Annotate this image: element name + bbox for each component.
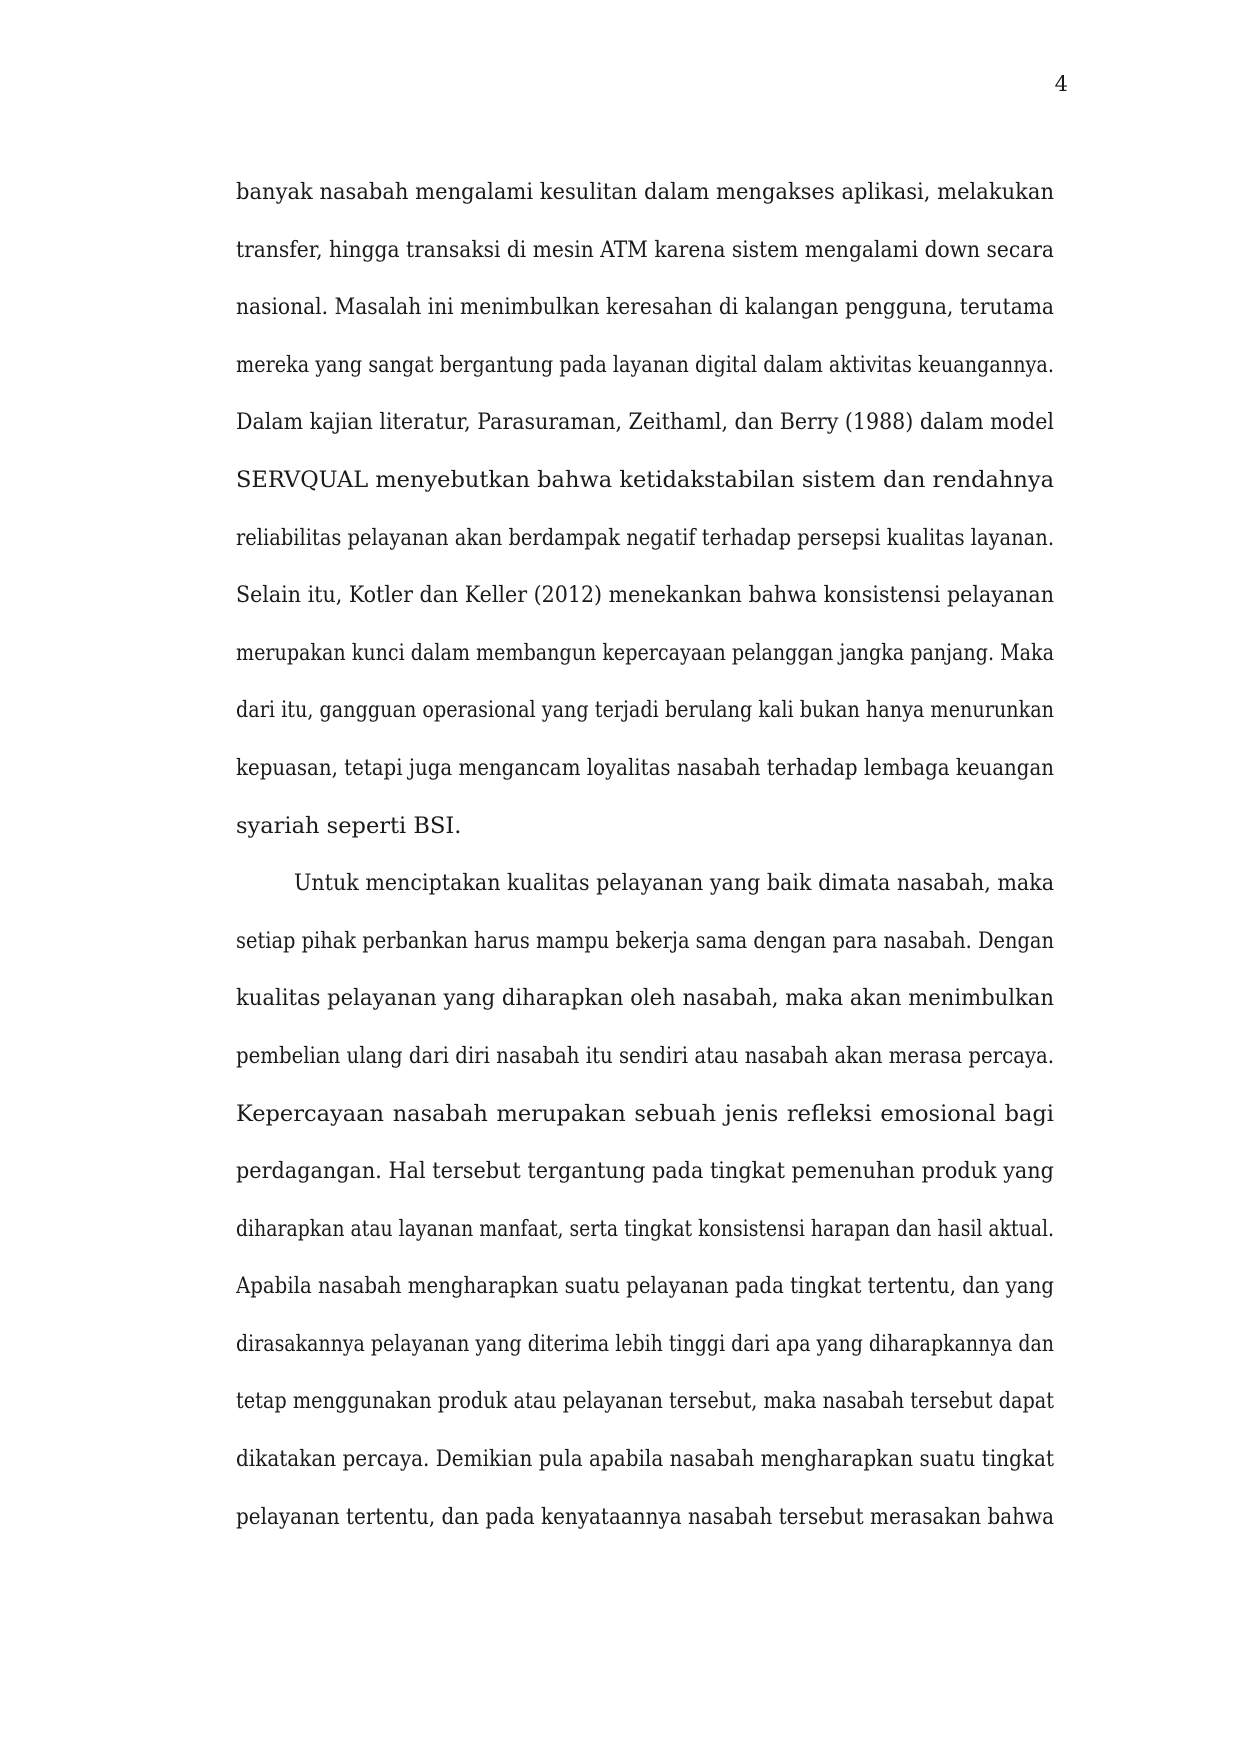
- text-line: diharapkan atau layanan manfaat, serta tingkat konsistensi harapan dan hasil aktual.: [236, 1215, 1054, 1242]
- text-line: kualitas pelayanan yang diharapkan oleh nasabah, maka akan menimbulkan: [236, 985, 1054, 1012]
- text-line: dirasakannya pelayanan yang diterima lebih tinggi dari apa yang diharapkannya dan: [236, 1330, 1054, 1357]
- body-text: [236, 172, 1054, 1554]
- text-line: transfer, hingga transaksi di mesin ATM karena sistem mengalami down secara: [236, 236, 1054, 263]
- text-line: SERVQUAL menyebutkan bahwa ketidakstabilan sistem dan rendahnya: [236, 466, 1054, 493]
- text-line: Apabila nasabah mengharapkan suatu pelayanan pada tingkat tertentu, dan yang: [236, 1273, 1054, 1300]
- page-number: 4: [1054, 72, 1068, 96]
- paragraph-2: [236, 863, 1054, 1554]
- text-line: banyak nasabah mengalami kesulitan dalam mengakses aplikasi, melakukan: [236, 179, 1054, 205]
- text-line: syariah seperti BSI.: [236, 812, 462, 839]
- text-line: dari itu, gangguan operasional yang terjadi berulang kali bukan hanya menurunkan: [236, 697, 1054, 724]
- text-line: reliabilitas pelayanan akan berdampak negatif terhadap persepsi kualitas layanan.: [236, 524, 1054, 551]
- paragraph-1: [236, 172, 1054, 863]
- text-line: Dalam kajian literatur, Parasuraman, Zeithaml, dan Berry (1988) dalam model: [236, 409, 1054, 436]
- text-line: Selain itu, Kotler dan Keller (2012) menekankan bahwa konsistensi pelayanan: [236, 582, 1054, 609]
- text-line: kepuasan, tetapi juga mengancam loyalitas nasabah terhadap lembaga keuangan: [236, 754, 1054, 781]
- text-line: perdagangan. Hal tersebut tergantung pada tingkat pemenuhan produk yang: [236, 1158, 1054, 1185]
- text-line: nasional. Masalah ini menimbulkan keresahan di kalangan pengguna, terutama: [236, 294, 1054, 321]
- text-line: setiap pihak perbankan harus mampu bekerja sama dengan para nasabah. Dengan: [236, 927, 1054, 954]
- text-line: Kepercayaan nasabah merupakan sebuah jenis refleksi emosional bagi: [236, 1100, 1054, 1127]
- text-line: dikatakan percaya. Demikian pula apabila nasabah mengharapkan suatu tingkat: [236, 1446, 1054, 1473]
- text-line: Untuk menciptakan kualitas pelayanan yang baik dimata nasabah, maka: [294, 870, 1054, 897]
- text-line: mereka yang sangat bergantung pada layanan digital dalam aktivitas keuangannya.: [236, 351, 1054, 378]
- text-line: tetap menggunakan produk atau pelayanan tersebut, maka nasabah tersebut dapat: [236, 1388, 1054, 1415]
- text-line: pembelian ulang dari diri nasabah itu sendiri atau nasabah akan merasa percaya.: [236, 1042, 1054, 1069]
- text-line: pelayanan tertentu, dan pada kenyataannya nasabah tersebut merasakan bahwa: [236, 1503, 1054, 1530]
- text-line: merupakan kunci dalam membangun kepercayaan pelanggan jangka panjang. Maka: [236, 639, 1054, 666]
